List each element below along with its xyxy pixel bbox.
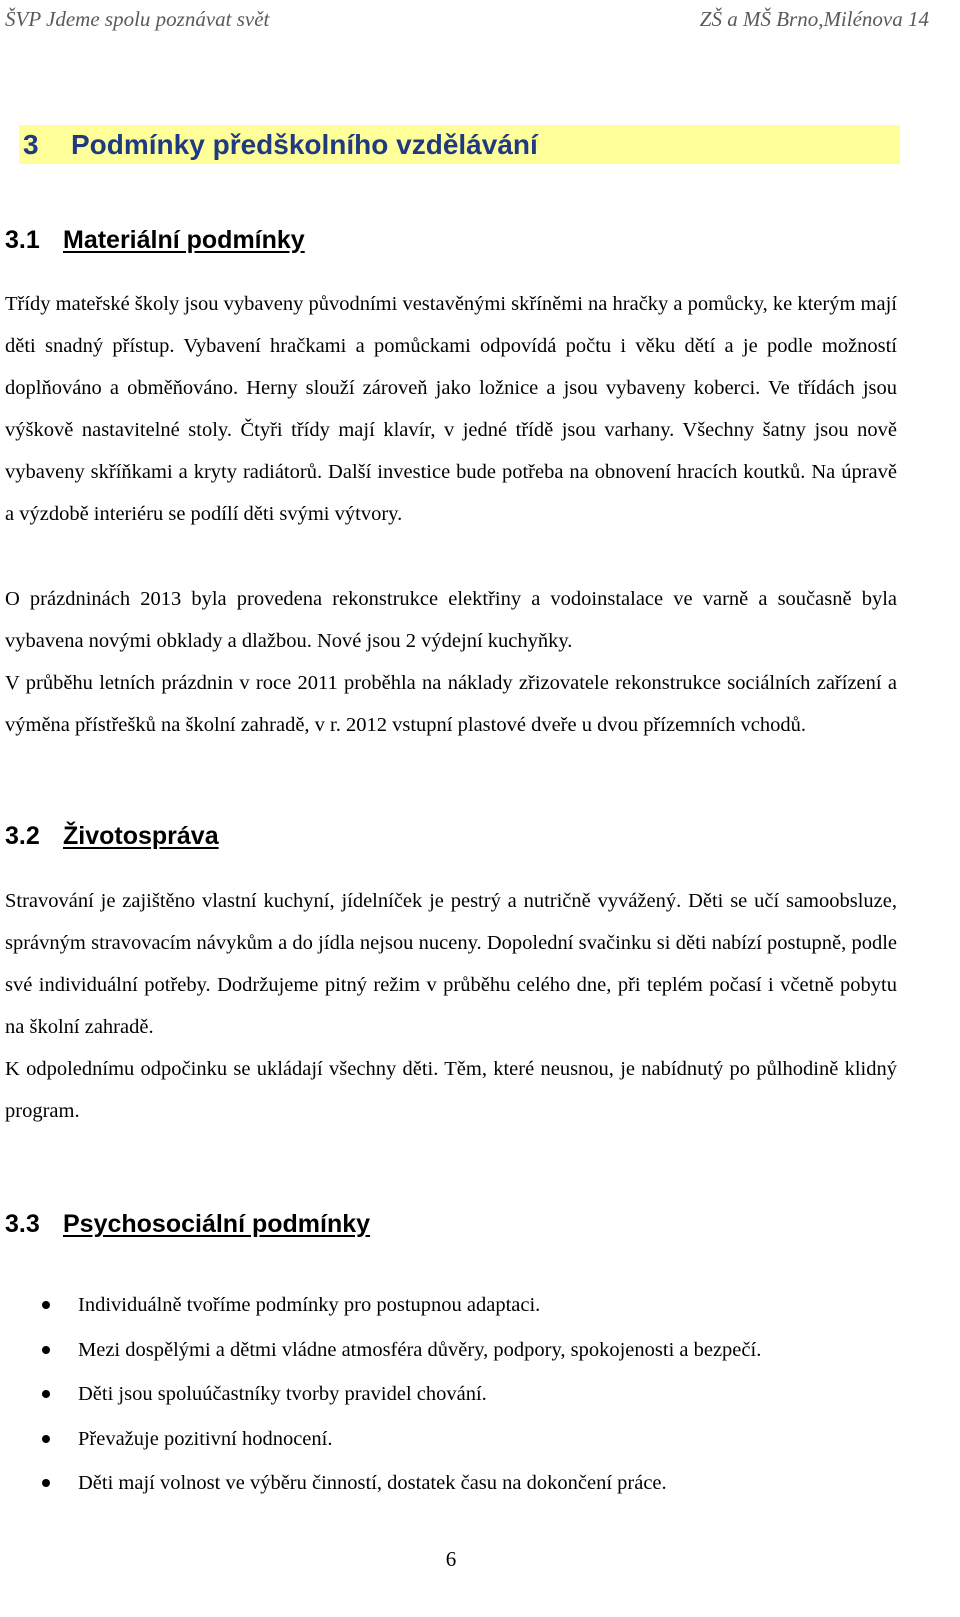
bullet-icon	[42, 1479, 50, 1487]
paragraph: Stravování je zajištěno vlastní kuchyní, jídelníček je pestrý a nutričně vyvážený. Děti se učí samoobsluze, správným stravovacím návykům a do jídla nejsou nuceny. Dopolední svačinku si děti nabízí postupně, podle své individuální potřeby. Dodržujeme pitný režim v průběhu celého dne, při teplém počasí i včetně pobytu na školní zahradě.	[5, 890, 897, 1038]
chapter-heading	[19, 125, 900, 164]
chapter-number: 3	[23, 129, 39, 160]
bullet-list	[0, 1283, 920, 1506]
section-number: 3.3	[5, 1210, 40, 1238]
section-title: Materiální podmínky	[63, 226, 305, 254]
list-item	[0, 1283, 920, 1328]
list-item-text: Převažuje pozitivní hodnocení.	[78, 1427, 333, 1450]
list-item-text: Mezi dospělými a dětmi vládne atmosféra důvěry, podpory, spokojenosti a bezpečí.	[78, 1338, 762, 1361]
list-item	[0, 1417, 920, 1462]
paragraph: O prázdninách 2013 byla provedena rekonstrukce elektřiny a vodoinstalace ve varně a současně byla vybavena novými obklady a dlažbou. Nové jsou 2 výdejní kuchyňky.	[5, 588, 897, 652]
list-item-text: Individuálně tvoříme podmínky pro postupnou adaptaci.	[78, 1294, 541, 1316]
paragraph: Třídy mateřské školy jsou vybaveny původními vestavěnými skříněmi na hračky a pomůcky, ke kterým mají děti snadný přístup. Vybavení hračkami a pomůckami odpovídá počtu i věku dětí a je podle možností doplňováno a obměňováno. Herny slouží zároveň jako ložnice a jsou vybaveny koberci. Ve třídách jsou výškově nastavitelné stoly. Čtyři třídy mají klavír, v jedné třídě jsou varhany. Všechny šatny jsou nově vybaveny skříňkami a kryty radiátorů. Další investice bude potřeba na obnovení hracích koutků. Na úpravě a výzdobě interiéru se podílí děti svými výtvory.	[5, 293, 897, 525]
list-item	[0, 1461, 920, 1506]
section-number: 3.2	[5, 822, 40, 850]
section-heading-3-2	[5, 819, 219, 853]
bullet-icon	[42, 1346, 50, 1354]
list-item	[0, 1372, 920, 1417]
list-item-text: Děti mají volnost ve výběru činností, dostatek času na dokončení práce.	[78, 1472, 667, 1494]
paragraph: V průběhu letních prázdnin v roce 2011 proběhla na náklady zřizovatele rekonstrukce sociálních zařízení a výměna přístřešků na školní zahradě, v r. 2012 vstupní plastové dveře u dvou přízemních vchodů.	[5, 672, 897, 736]
header-left-text: ŠVP Jdeme spolu poznávat svět	[5, 7, 270, 31]
list-item-text: Děti jsou spoluúčastníky tvorby pravidel chování.	[78, 1383, 487, 1405]
list-item	[0, 1328, 920, 1373]
paragraph: K odpolednímu odpočinku se ukládají všechny děti. Těm, které neusnou, je nabídnutý po půlhodině klidný program.	[5, 1058, 897, 1122]
section-heading-3-1	[5, 223, 305, 257]
section-number: 3.1	[5, 226, 40, 254]
section-title: Psychosociální podmínky	[63, 1210, 371, 1238]
header-right-text: ZŠ a MŠ Brno,Milénova 14	[699, 7, 929, 31]
bullet-icon	[42, 1390, 50, 1398]
section-heading-3-3	[5, 1207, 370, 1241]
page-number: 6	[445, 1547, 457, 1571]
section-title: Životospráva	[63, 822, 219, 850]
chapter-title: Podmínky předškolního vzdělávání	[71, 129, 538, 160]
bullet-icon	[42, 1301, 50, 1309]
bullet-icon	[42, 1435, 50, 1443]
running-header	[5, 4, 929, 34]
